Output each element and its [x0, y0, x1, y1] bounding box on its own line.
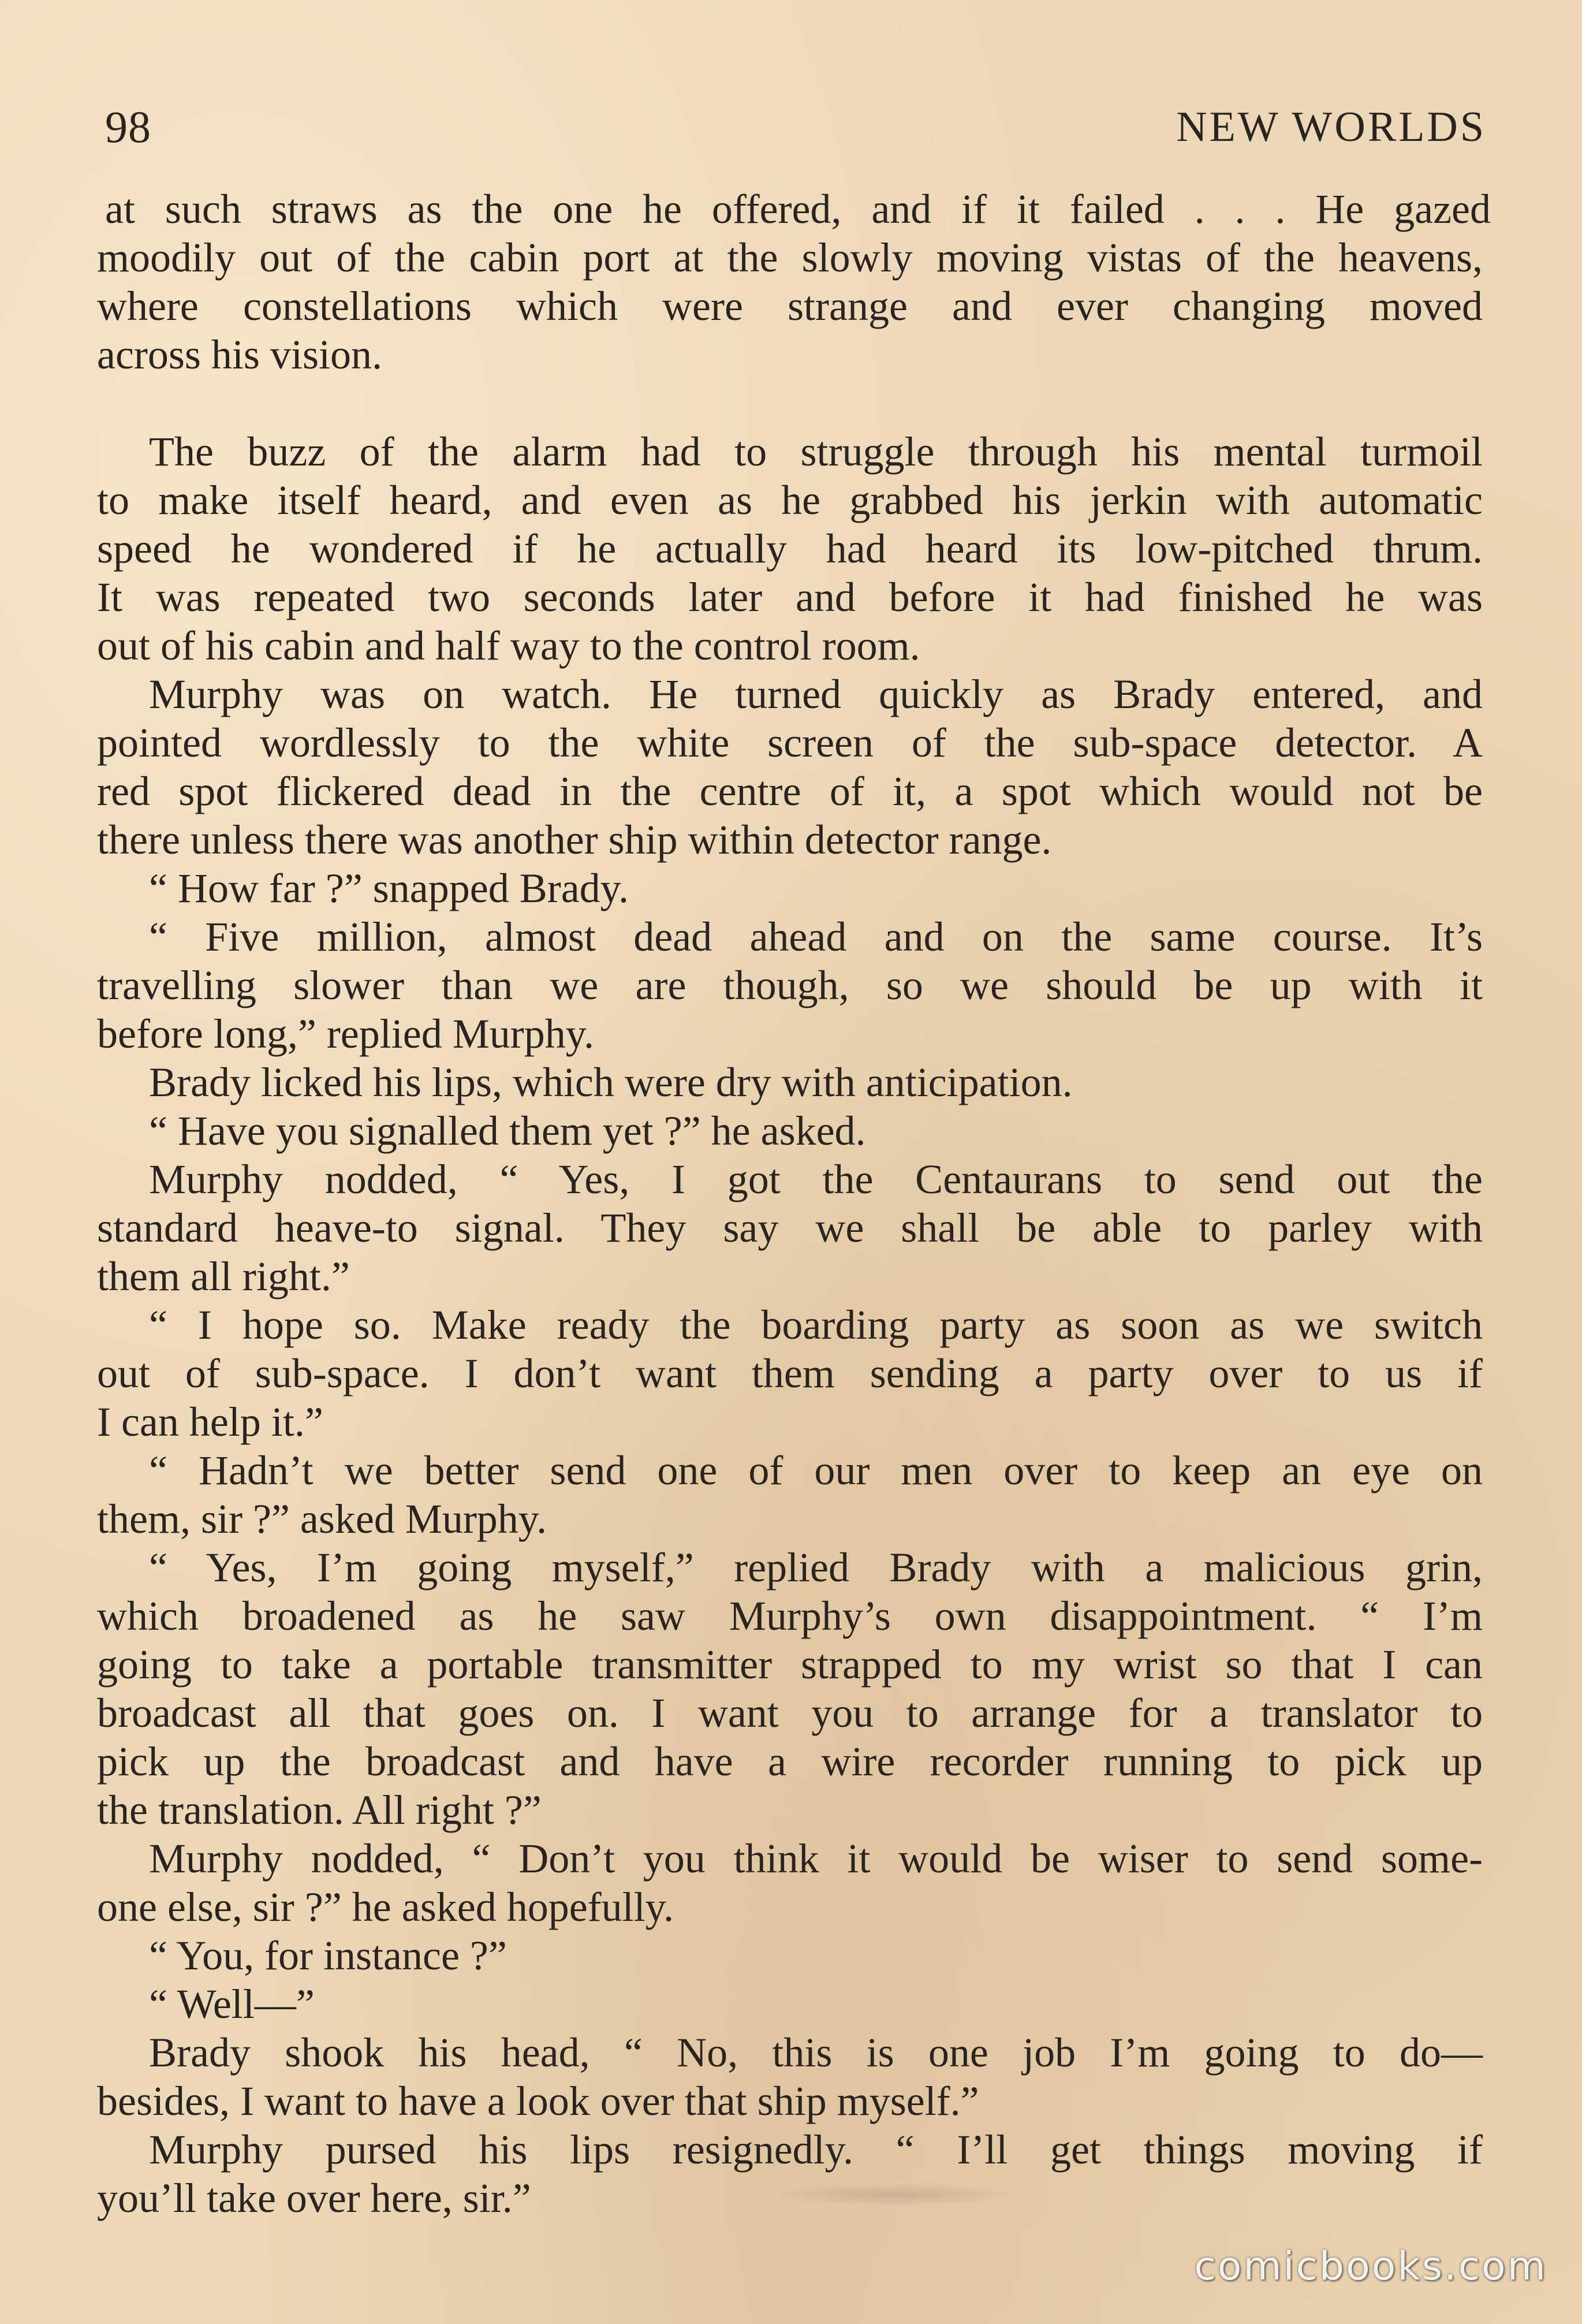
text-line: going to take a portable transmitter strapped to my wrist so that I can: [97, 1641, 1483, 1688]
text-line: to make itself heard, and even as he grabbed his jerkin with automatic: [97, 477, 1483, 523]
text-line: red spot flickered dead in the centre of it, a spot which would not be: [97, 768, 1483, 814]
text-line: Murphy nodded, “ Yes, I got the Centaurans to send out the: [149, 1156, 1483, 1202]
text-line: “ Hadn’t we better send one of our men over to keep an eye on: [149, 1447, 1483, 1494]
text-line: Murphy was on watch. He turned quickly as Brady entered, and: [149, 671, 1483, 717]
text-line: across his vision.: [97, 332, 382, 378]
text-line: “ I hope so. Make ready the boarding party as soon as we switch: [149, 1302, 1483, 1348]
running-head: NEW WORLDS: [1176, 103, 1486, 151]
text-line: pointed wordlessly to the white screen of the sub-space detector. A: [97, 720, 1483, 766]
ink-smudge: [774, 2183, 1016, 2206]
page-number: 98: [105, 102, 151, 152]
text-line: The buzz of the alarm had to struggle through his mental turmoil: [149, 429, 1483, 475]
page-header: [105, 95, 1486, 159]
text-line: “ Well—”: [149, 1981, 315, 2027]
text-line: “ Have you signalled them yet ?” he asked.: [149, 1108, 866, 1154]
text-line: travelling slower than we are though, so we should be up with it: [97, 962, 1483, 1008]
text-line: speed he wondered if he actually had heard its low-pitched thrum.: [97, 526, 1483, 572]
text-line: one else, sir ?” he asked hopefully.: [97, 1884, 674, 1930]
text-line: pick up the broadcast and have a wire recorder running to pick up: [97, 1738, 1483, 1785]
text-line: at such straws as the one he offered, and if it failed . . . He gazed: [105, 186, 1491, 232]
text-line: there unless there was another ship within detector range.: [97, 817, 1052, 863]
text-line: “ Yes, I’m going myself,” replied Brady with a malicious grin,: [149, 1544, 1483, 1591]
text-line: “ Five million, almost dead ahead and on the same course. It’s: [149, 914, 1483, 960]
text-line: you’ll take over here, sir.”: [97, 2175, 531, 2221]
text-line: Brady licked his lips, which were dry with anticipation.: [149, 1059, 1073, 1105]
text-line: I can help it.”: [97, 1399, 323, 1445]
text-line: where constellations which were strange and ever changing moved: [97, 283, 1483, 329]
text-line: the translation. All right ?”: [97, 1787, 542, 1833]
text-line: standard heave-to signal. They say we shall be able to parley with: [97, 1205, 1483, 1251]
text-line: It was repeated two seconds later and before it had finished he was: [97, 574, 1483, 620]
text-line: which broadened as he saw Murphy’s own disappointment. “ I’m: [97, 1593, 1483, 1639]
text-line: Murphy nodded, “ Don’t you think it would be wiser to send some-: [149, 1835, 1483, 1882]
text-line: Brady shook his head, “ No, this is one job I’m going to do—: [149, 2029, 1483, 2076]
text-line: besides, I want to have a look over that ship myself.”: [97, 2078, 979, 2124]
text-line: “ How far ?” snapped Brady.: [149, 865, 629, 911]
text-line: moodily out of the cabin port at the slowly moving vistas of the heavens,: [97, 234, 1483, 281]
text-line: before long,” replied Murphy.: [97, 1011, 595, 1057]
watermark: comicbooks.com: [1194, 2244, 1547, 2289]
text-line: them all right.”: [97, 1253, 350, 1299]
text-line: them, sir ?” asked Murphy.: [97, 1496, 547, 1542]
text-line: out of sub-space. I don’t want them sending a party over to us if: [97, 1350, 1483, 1396]
text-line: Murphy pursed his lips resignedly. “ I’ll get things moving if: [149, 2126, 1483, 2173]
text-line: out of his cabin and half way to the control room.: [97, 623, 920, 669]
text-line: “ You, for instance ?”: [149, 1932, 507, 1979]
text-line: broadcast all that goes on. I want you to arrange for a translator to: [97, 1690, 1483, 1736]
